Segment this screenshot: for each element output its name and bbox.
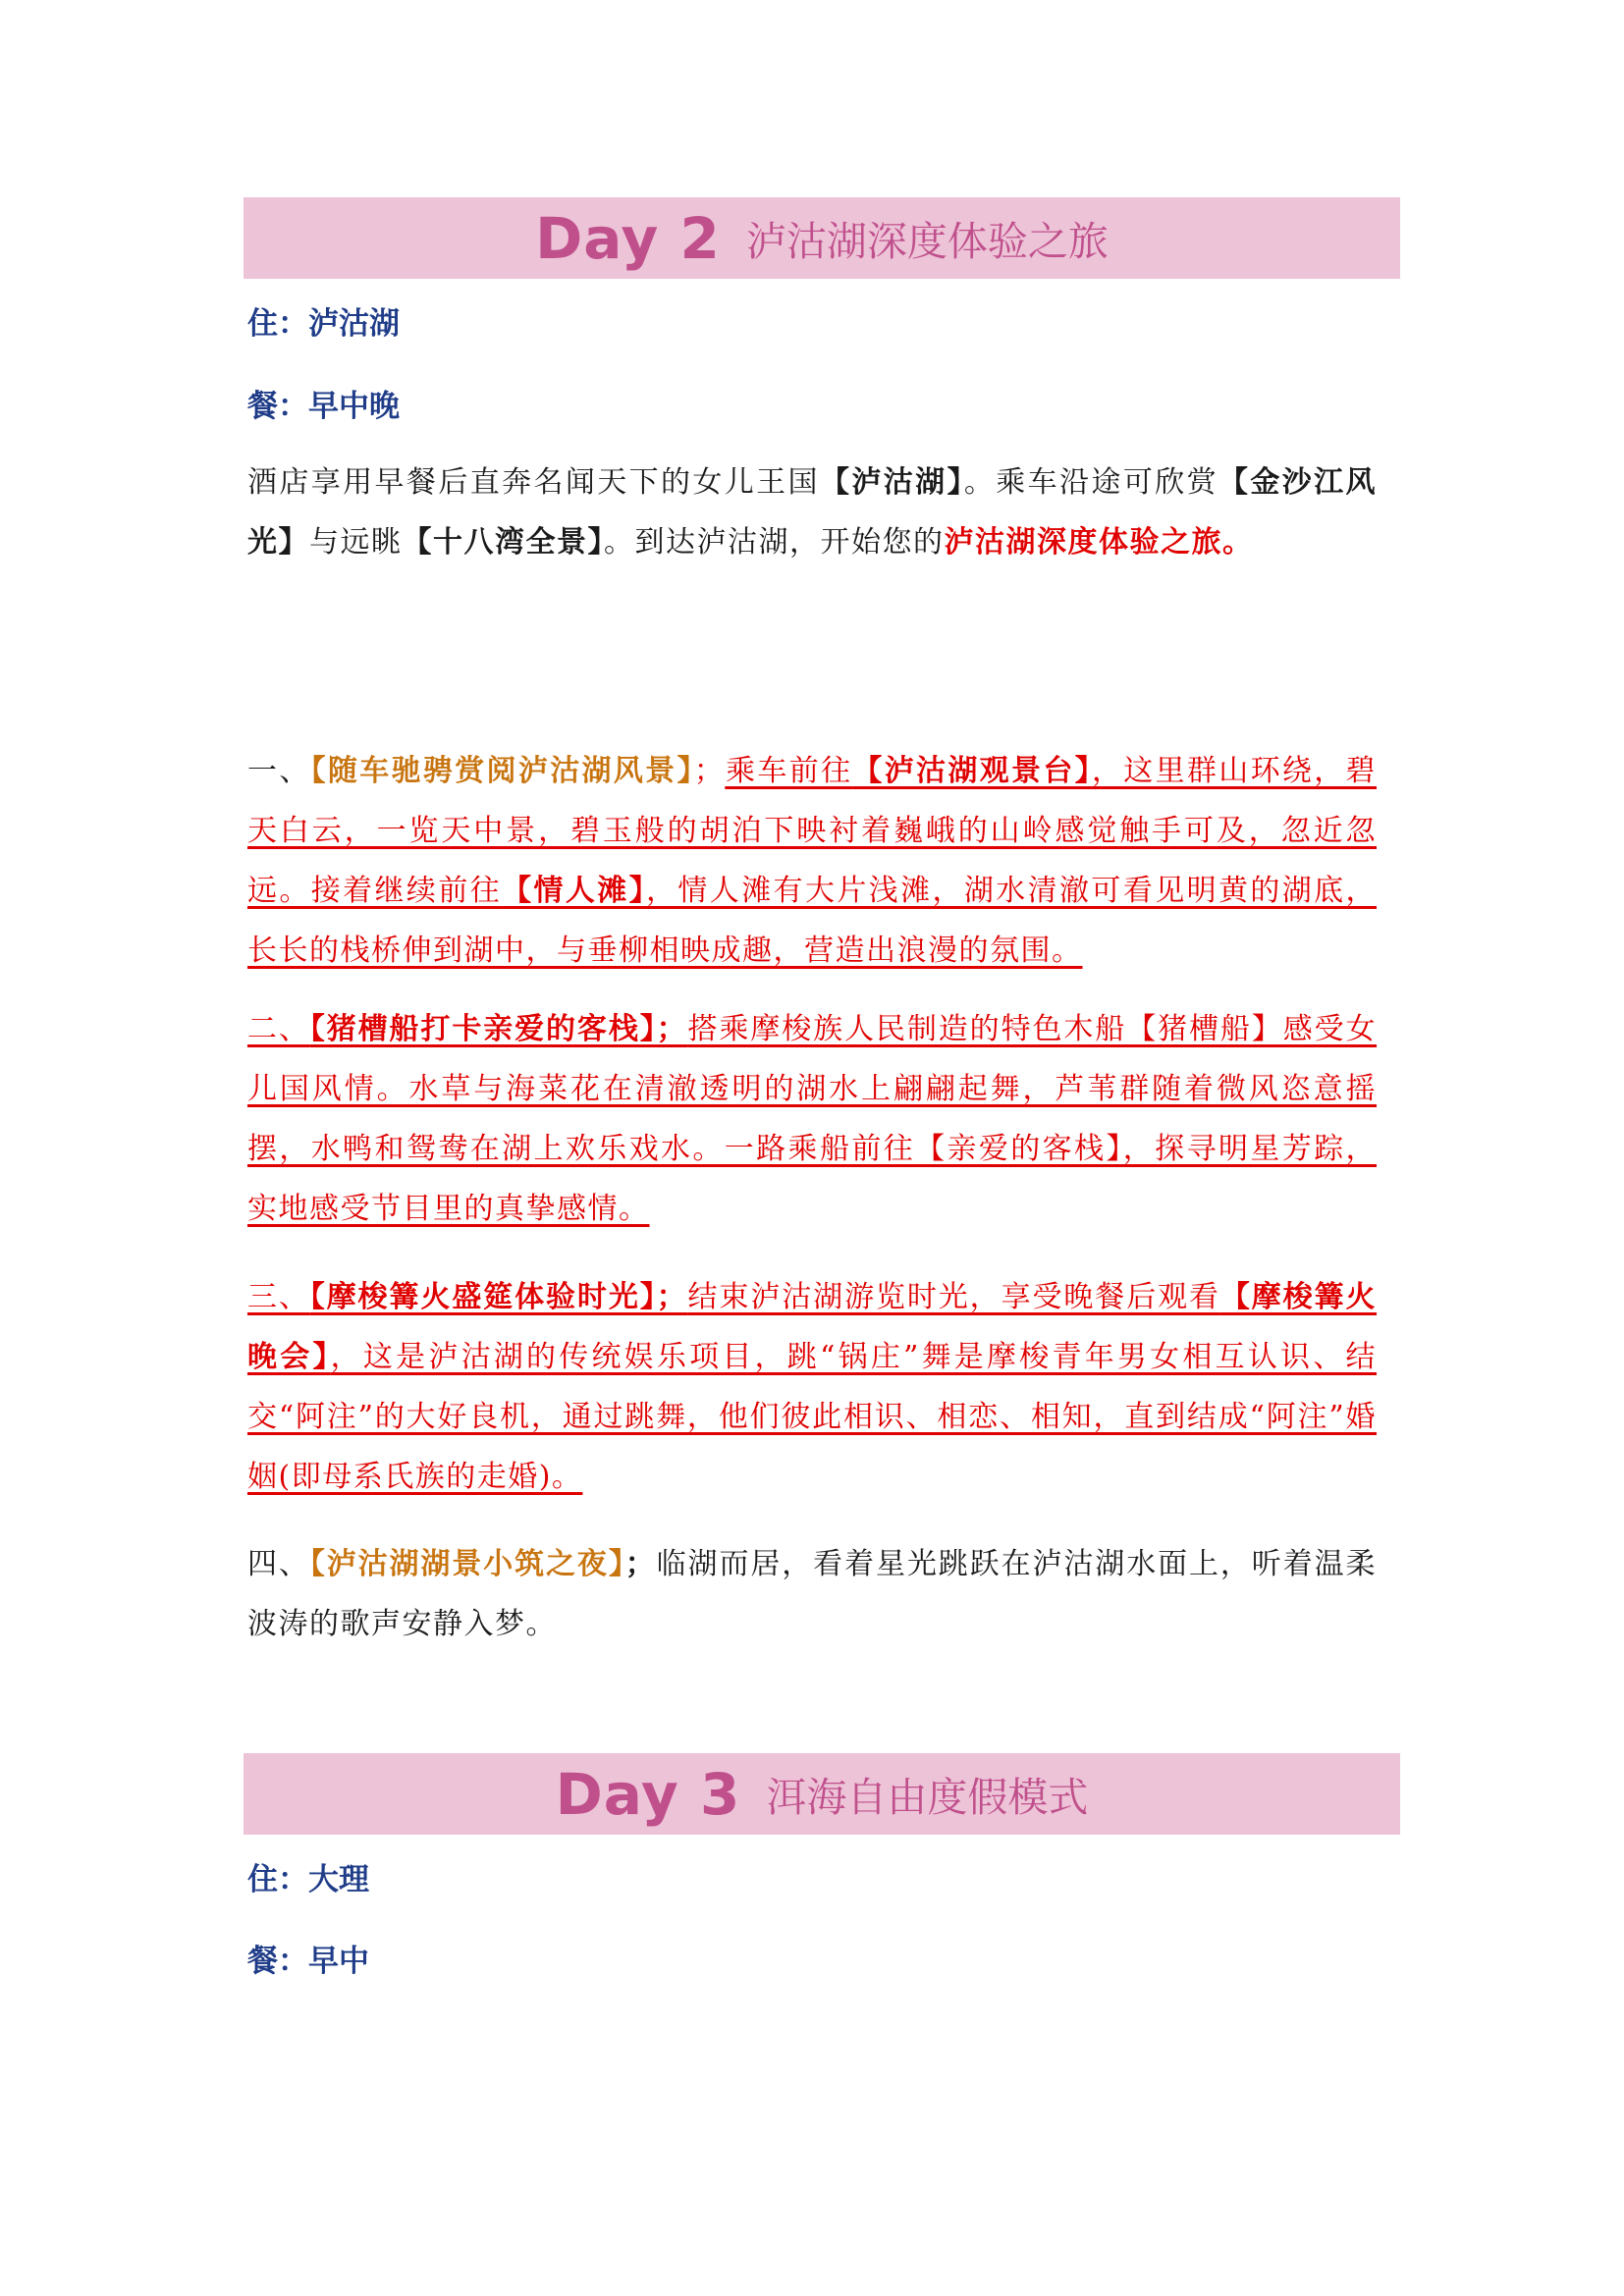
day3-banner-day: Day 3 xyxy=(555,1760,741,1828)
intro-text-4: 。到达泸沽湖，开始您的 xyxy=(604,525,945,560)
day2-section-3 xyxy=(247,1267,1377,1507)
day2-intro xyxy=(247,453,1377,572)
day2-meals: 餐：早中晚 xyxy=(247,389,400,424)
section3-title: 【摩梭篝火盛筵体验时光】； xyxy=(309,1280,688,1314)
intro-bold-2: 【金沙江风光】 xyxy=(247,465,1378,560)
section1-number: 一、 xyxy=(247,754,311,788)
section3-text-2: ，这是泸沽湖的传统娱乐项目，跳“锅庄”舞是摩梭青年男女相互认识、结交“阿注”的大好良机，通过跳舞，他们彼此相识、相恋、相知，直到结成“阿注”婚姻(即母系氏族的走婚)。 xyxy=(247,1340,1377,1494)
section1-text-3: ，情人滩有大片浅滩，湖水清澈可看见明黄的湖底，长长的栈桥伸到湖中，与垂柳相映成趣，营造出浪漫的氛围。 xyxy=(247,874,1378,968)
section1-bold-1: 【泸沽湖观景台】 xyxy=(852,754,1092,788)
section1-separator: ； xyxy=(693,754,726,788)
day2-section-2 xyxy=(247,999,1377,1239)
day2-banner-title: 泸沽湖深度体验之旅 xyxy=(745,218,1109,265)
section3-text-1: 结束泸沽湖游览时光，享受晚餐后观看 xyxy=(687,1280,1220,1314)
section1-bold-2: 【情人滩】 xyxy=(502,874,647,908)
section1-text-2: ，这里群山环绕，碧天白云，一览天中景，碧玉般的胡泊下映衬着巍峨的山岭感觉触手可及，忽近忽远。接着继续前往 xyxy=(247,754,1378,908)
section2-title: 【猪槽船打卡亲爱的客栈】； xyxy=(309,1012,688,1046)
section1-title: 【随车驰骋赏阅泸沽湖风景】 xyxy=(310,754,694,788)
day3-stay: 住：大理 xyxy=(247,1862,369,1897)
day2-section-4 xyxy=(247,1534,1377,1654)
section4-title: 【泸沽湖湖景小筑之夜】 xyxy=(309,1547,625,1581)
day2-stay: 住：泸沽湖 xyxy=(247,306,400,342)
section2-number: 二、 xyxy=(247,1012,310,1046)
section3-bold-1: 【摩梭篝火晚会】 xyxy=(247,1280,1378,1374)
day3-banner xyxy=(244,1753,1400,1835)
intro-text-1: 酒店享用早餐后直奔名闻天下的女儿王国 xyxy=(247,465,820,500)
section4-separator: ； xyxy=(624,1547,657,1581)
section1-text-1: 乘车前往 xyxy=(725,754,853,788)
intro-bold-1: 【泸沽湖】 xyxy=(819,465,964,500)
day2-banner xyxy=(244,197,1400,279)
day3-meals: 餐：早中 xyxy=(247,1944,369,1979)
day2-section-1 xyxy=(247,741,1377,981)
intro-red-highlight: 泸沽湖深度体验之旅。 xyxy=(944,525,1254,560)
section4-text: 临湖而居，看着星光跳跃在泸沽湖水面上，听着温柔波涛的歌声安静入梦。 xyxy=(247,1547,1378,1641)
section4-number: 四、 xyxy=(247,1547,310,1581)
intro-bold-3: 【十八湾全景】 xyxy=(402,525,604,560)
intro-text-2: 。乘车沿途可欣赏 xyxy=(963,465,1218,500)
intro-text-3: 与远眺 xyxy=(309,525,403,560)
day2-banner-day: Day 2 xyxy=(535,204,721,272)
section2-text: 搭乘摩梭族人民制造的特色木船【猪槽船】感受女儿国风情。水草与海菜花在清澈透明的湖水上翩翩起舞，芦苇群随着微风恣意摇摆，水鸭和鸳鸯在湖上欢乐戏水。一路乘船前往【亲爱的客栈】，探寻明星芳踪，实地感受节目里的真挚感情。 xyxy=(247,1012,1378,1226)
day3-banner-title: 洱海自由度假模式 xyxy=(766,1774,1089,1821)
section3-number: 三、 xyxy=(247,1280,310,1314)
